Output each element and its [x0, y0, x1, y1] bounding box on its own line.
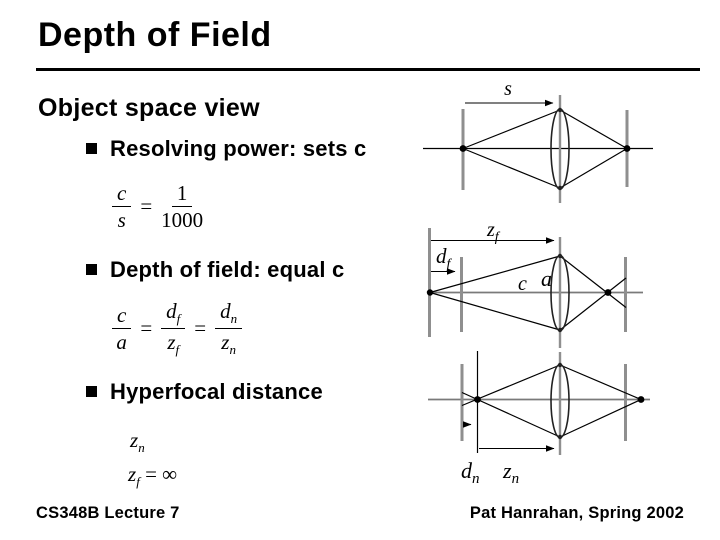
near-point-dot	[474, 396, 481, 403]
bullet-item-hyperfocal	[86, 379, 323, 405]
footer-course-label: CS348B Lecture 7	[36, 504, 180, 522]
bullet-item-resolving-power	[86, 136, 366, 162]
formula-depth-of-field	[112, 300, 242, 357]
object-point-dot	[460, 145, 467, 152]
image-point-dot	[638, 396, 645, 403]
dn-distance-label: $d_n$	[461, 458, 480, 487]
fraction-c-over-a: $\frac{c}{a}$	[112, 304, 131, 353]
lens-bottom-junction	[558, 328, 562, 332]
equals-sign: =	[145, 462, 157, 486]
lens-top-junction	[558, 363, 562, 367]
lens-bottom-junction	[558, 435, 562, 439]
bullet-square-icon	[86, 264, 97, 275]
formula-hyperfocal-zf-infinity: $z_f$ = ∞	[128, 462, 178, 490]
lens-top-junction	[558, 108, 562, 112]
equals-sign: =	[194, 315, 207, 340]
lens-bottom-junction	[558, 186, 562, 190]
bullet-label: Resolving power: sets c	[110, 136, 367, 161]
lens-top-junction	[558, 254, 562, 258]
footer-author-label: Pat Hanrahan, Spring 2002	[469, 504, 684, 522]
bullet-square-icon	[86, 143, 97, 154]
bullet-square-icon	[86, 386, 97, 397]
lens-diagrams-figure	[415, 74, 720, 500]
c-blur-label: c	[518, 273, 527, 295]
df-distance-label: $d_f$	[436, 244, 451, 272]
image-point-dot	[624, 145, 631, 152]
s-distance-label: s	[504, 78, 512, 100]
fraction-dn-over-zn: $\frac{d_n}{z_n}$	[215, 300, 242, 357]
a-aperture-label: a	[541, 266, 552, 291]
fraction-c-over-s: $\frac{c}{s}$	[112, 182, 131, 231]
equals-sign: =	[140, 194, 153, 219]
bullet-label: Hyperfocal distance	[110, 379, 323, 404]
fraction-1-over-1000: $\frac{1}{1000}$	[161, 181, 204, 233]
far-point-dot	[427, 289, 433, 295]
equals-sign: =	[140, 315, 153, 340]
zf-distance-label: $z_f$	[487, 219, 499, 245]
zn-distance-label: $z_n$	[503, 458, 520, 487]
bullet-item-depth-of-field	[86, 257, 344, 283]
fraction-df-over-zf: $\frac{d_f}{z_f}$	[161, 300, 185, 357]
page-title: Depth of Field	[38, 16, 272, 54]
bullet-label: Depth of field: equal c	[110, 257, 345, 282]
formula-resolving-power	[112, 182, 203, 231]
infinity-symbol: ∞	[162, 462, 178, 486]
section-heading: Object space view	[38, 94, 260, 122]
title-underline	[36, 68, 700, 71]
focus-point-dot	[605, 289, 612, 296]
formula-hyperfocal-zn: $z_n$	[130, 428, 145, 456]
